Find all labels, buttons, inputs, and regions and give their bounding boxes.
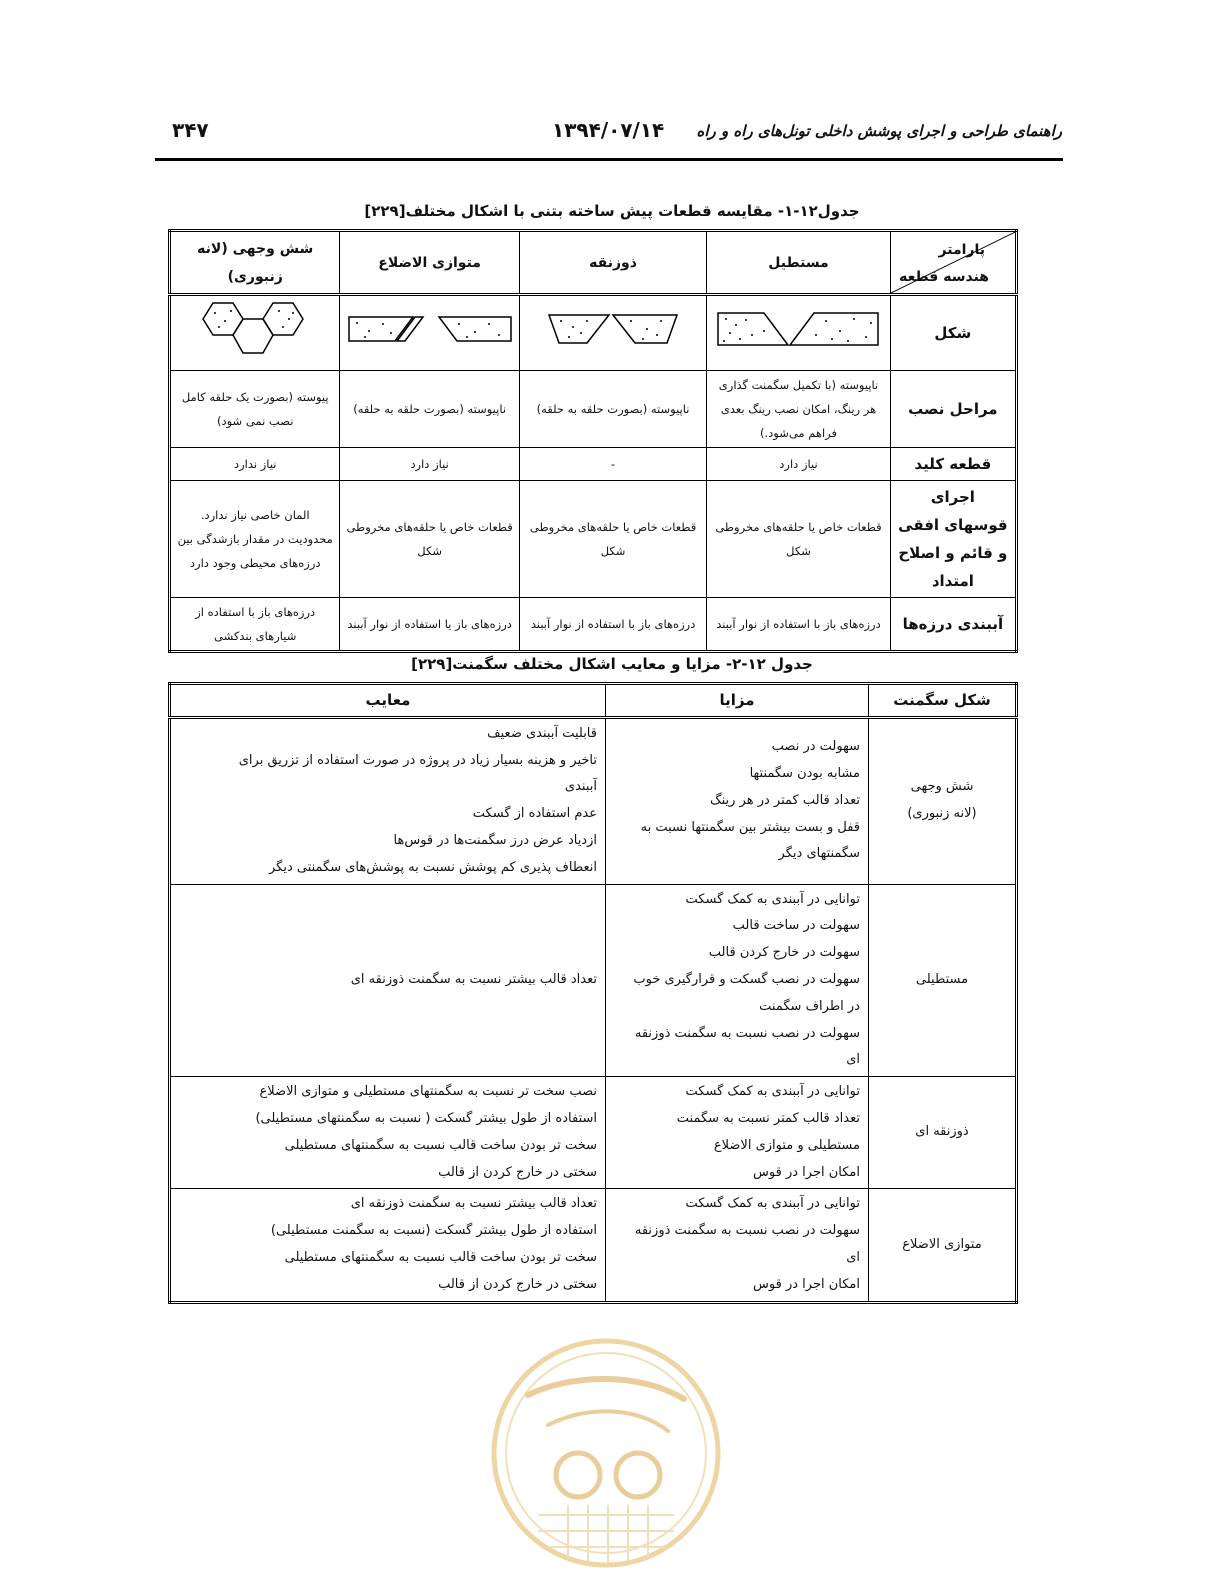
list-item: سخت تر بودن ساخت قالب نسبت به سگمنتهای مستطیلی — [284, 1137, 597, 1153]
rectangle-segments-icon — [716, 311, 880, 347]
shape-rectangle-cell — [707, 295, 890, 371]
corner-top-label: پارامتر — [938, 242, 985, 258]
list-item: مستطیلی و متوازی الاضلاع — [713, 1137, 860, 1153]
shape-cell-rectangular — [869, 884, 1017, 1077]
shape-hexagonal-cell — [170, 295, 340, 371]
hexagon-segments-icon — [201, 299, 309, 359]
list-item: آببندی — [564, 779, 597, 795]
col-parallelogram: متوازی الاضلاع — [340, 231, 519, 295]
disadvantages-cell — [170, 1189, 606, 1302]
list-item: ای — [846, 1052, 860, 1068]
list-item: قفل و بست بیشتر بین سگمنتها نسبت به — [640, 819, 860, 835]
publisher-seal-watermark — [488, 1335, 724, 1571]
shape-line: ذوزنقه ای — [915, 1124, 969, 1140]
list-item: ازدیاد عرض درز سگمنت‌ها در قوس‌ها — [393, 832, 597, 848]
cell-installation-hexagonal: پیوسته (بصورت یک حلقه کامل نصب نمی شود) — [170, 371, 340, 448]
list-item: سهولت در نصب نسبت به سگمنت ذوزنقه — [634, 1223, 860, 1239]
list-item: مشابه بودن سگمنتها — [749, 765, 860, 781]
header-advantages: مزایا — [606, 684, 869, 718]
disadvantages-cell — [170, 1077, 606, 1189]
table2-caption: جدول ۱۲-۲- مزایا و معایب اشکال مختلف سگمنت[۲۲۹] — [411, 655, 813, 673]
row-label-shape: شکل — [890, 295, 1016, 371]
header-segment-shape: شکل سگمنت — [869, 684, 1017, 718]
list-item: سهولت در نصب گسکت و قرارگیری خوب — [633, 971, 860, 987]
list-item: تعداد قالب کمتر در هر رینگ — [709, 792, 860, 808]
advantages-cell — [606, 1189, 869, 1302]
list-item: سهولت در نصب — [771, 739, 860, 755]
list-item: تعداد قالب بیشتر نسبت به سگمنت ذوزنقه ای — [350, 971, 597, 987]
advantages-cell — [606, 884, 869, 1077]
parallelogram-segments-icon — [347, 315, 513, 343]
disadvantages-cell — [170, 884, 606, 1077]
cell-sealing-hexagonal: درزه‌های باز با استفاده از شیارهای بندکشی — [170, 598, 340, 652]
shape-cell-trapezoidal — [869, 1077, 1017, 1189]
header-disadvantages: معایب — [170, 684, 606, 718]
cell-installation-trapezoid: ناپیوسته (بصورت حلقه به حلقه) — [519, 371, 706, 448]
col-hexagonal: شش وجهی (لانه زنبوری) — [170, 231, 340, 295]
list-item: استفاده از طول بیشتر گسکت (نسبت به سگمنت مستطیلی) — [270, 1223, 597, 1239]
list-item: نصب سخت تر نسبت به سگمنتهای مستطیلی و متوازی الاضلاع — [259, 1084, 597, 1100]
list-item: توانایی در آببندی به کمک گسکت — [685, 1196, 860, 1212]
disadvantages-cell — [170, 717, 606, 884]
cell-curves-parallelogram: قطعات خاص یا حلقه‌های مخروطی شکل — [340, 481, 519, 598]
list-item: تعداد قالب کمتر نسبت به سگمنت — [676, 1110, 860, 1126]
list-item: استفاده از طول بیشتر گسکت ( نسبت به سگمنتهای مستطیلی) — [255, 1110, 597, 1126]
cell-sealing-rectangle: درزه‌های باز با استفاده از نوار آببند — [707, 598, 890, 652]
list-item: توانایی در آببندی به کمک گسکت — [685, 891, 860, 907]
corner-header — [890, 231, 1016, 295]
shape-cell-parallelogram — [869, 1189, 1017, 1302]
list-item: ای — [846, 1249, 860, 1265]
corner-bottom-label: هندسه قطعه — [899, 269, 989, 285]
list-item: سگمنتهای دیگر — [778, 846, 860, 862]
list-item: سهولت در خارج کردن قالب — [708, 945, 860, 961]
list-item: سخت تر بودن ساخت قالب نسبت به سگمنتهای مستطیلی — [284, 1249, 597, 1265]
shape-cell-hexagonal — [869, 717, 1017, 884]
row-label-key-segment: قطعه کلید — [890, 448, 1016, 481]
shape-trapezoid-cell — [519, 295, 706, 371]
list-item: در اطراف سگمنت — [759, 998, 860, 1014]
cell-sealing-parallelogram: درزه‌های باز یا استفاده از نوار آببند — [340, 598, 519, 652]
shape-line: مستطیلی — [915, 971, 969, 987]
list-item: توانایی در آببندی به کمک گسکت — [685, 1084, 860, 1100]
col-trapezoid: ذوزنقه — [519, 231, 706, 295]
cell-installation-rectangle: ناپیوسته (با تکمیل سگمنت گذاری هر رینگ، امکان نصب رینگ بعدی فراهم می‌شود.) — [707, 371, 890, 448]
page-number: ۳۴۷ — [172, 118, 209, 142]
list-item: قابلیت آببندی ضعیف — [487, 725, 597, 741]
table-row — [170, 884, 1017, 1077]
cell-curves-hexagonal: المان خاصی نیاز ندارد. محدودیت در مقدار بازشدگی بین درزه‌های محیطی وجود دارد — [170, 481, 340, 598]
table-row — [170, 1189, 1017, 1302]
shape-line: متوازی الاضلاع — [902, 1236, 982, 1252]
shape-line: شش وجهی — [910, 779, 974, 795]
cell-key-trapezoid: - — [519, 448, 706, 481]
shape-line: (لانه زنبوری) — [907, 806, 977, 822]
cell-key-hexagonal: نیاز ندارد — [170, 448, 340, 481]
list-item: سهولت در نصب نسبت به سگمنت ذوزنقه — [634, 1025, 860, 1041]
row-label-sealing: آببندی درزه‌ها — [890, 598, 1016, 652]
col-rectangle: مستطیل — [707, 231, 890, 295]
header-title: راهنمای طراحی و اجرای پوشش داخلی تونل‌های راه و راه — [696, 122, 1062, 140]
list-item: تعداد قالب بیشتر نسبت به سگمنت ذوزنقه ای — [350, 1196, 597, 1212]
list-item: تاخیر و هزینه بسیار زیاد در پروژه در صورت استفاده از تزریق برای — [238, 752, 597, 768]
header-date: ۱۳۹۴/۰۷/۱۴ — [552, 118, 665, 142]
list-item: سختی در خارج کردن از قالب — [438, 1276, 597, 1292]
cell-curves-rectangle: قطعات خاص یا حلقه‌های مخروطی شکل — [707, 481, 890, 598]
advantages-disadvantages-table — [168, 682, 1018, 1304]
cell-key-rectangle: نیاز دارد — [707, 448, 890, 481]
list-item: عدم استفاده از گسکت — [472, 806, 597, 822]
table-row — [170, 717, 1017, 884]
cell-key-parallelogram: نیاز دارد — [340, 448, 519, 481]
cell-sealing-trapezoid: درزه‌های باز با استفاده از نوار آببند — [519, 598, 706, 652]
list-item: انعطاف پذیری کم پوشش نسبت به پوشش‌های سگمنتی دیگر — [268, 859, 597, 875]
trapezoid-segments-icon — [547, 313, 679, 345]
row-label-installation: مراحل نصب — [890, 371, 1016, 448]
advantages-cell — [606, 717, 869, 884]
row-label-curves: اجرای قوسهای افقی و قائم و اصلاح امتداد — [890, 481, 1016, 598]
header-rule — [155, 158, 1063, 161]
cell-installation-parallelogram: ناپیوسته (بصورت حلقه به حلقه) — [340, 371, 519, 448]
list-item: امکان اجرا در قوس — [753, 1164, 860, 1180]
table1-caption: جدول۱۲-۱- مقایسه قطعات پیش ساخته بتنی با اشکال مختلف[۲۲۹] — [364, 202, 860, 220]
cell-curves-trapezoid: قطعات خاص یا حلقه‌های مخروطی شکل — [519, 481, 706, 598]
list-item: سختی در خارج کردن از قالب — [438, 1164, 597, 1180]
table-row — [170, 1077, 1017, 1189]
segment-comparison-table — [168, 229, 1018, 653]
advantages-cell — [606, 1077, 869, 1189]
list-item: امکان اجرا در قوس — [753, 1276, 860, 1292]
shape-parallelogram-cell — [340, 295, 519, 371]
list-item: سهولت در ساخت قالب — [732, 918, 860, 934]
